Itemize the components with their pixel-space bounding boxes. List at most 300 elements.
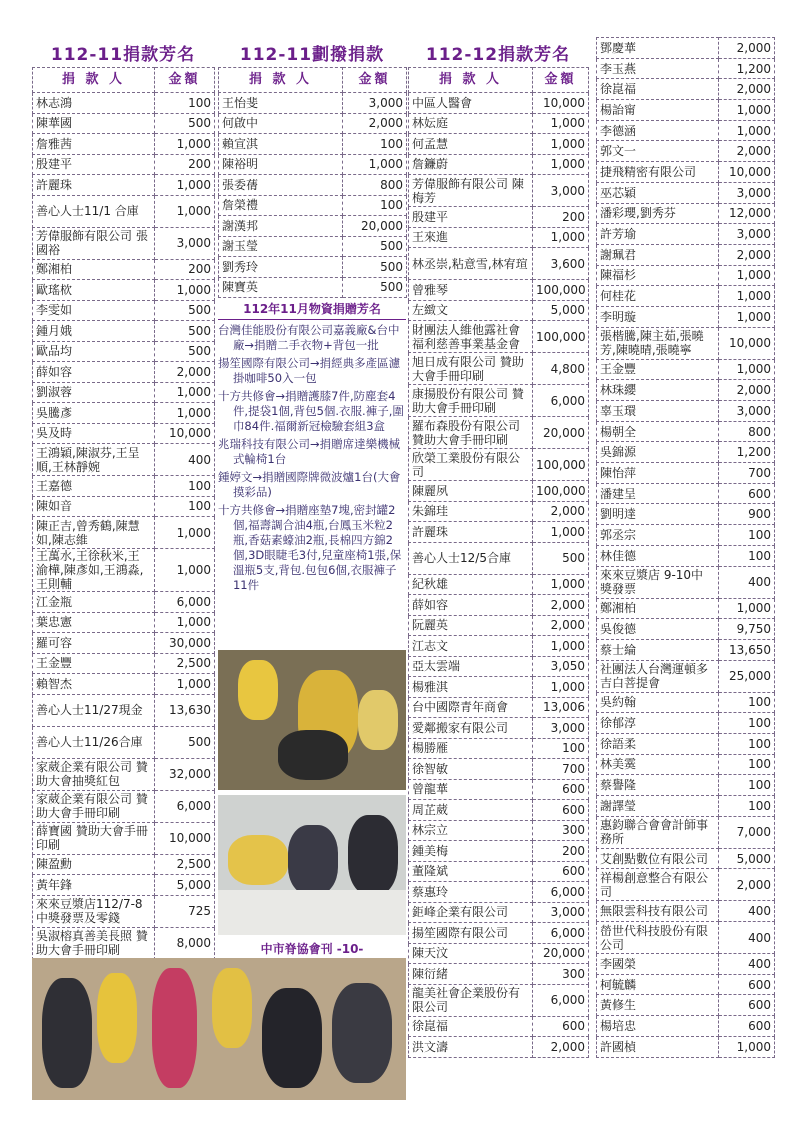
donor-name: 徐智敏 (409, 759, 533, 780)
donor-name: 王來進 (409, 227, 533, 248)
donation-amount: 13,630 (155, 694, 215, 726)
donor-name: 阮麗英 (409, 615, 533, 636)
donor-name: 黃修生 (597, 995, 719, 1016)
table-row (409, 984, 589, 1016)
donation-amount: 3,000 (533, 718, 589, 739)
table-row (33, 496, 215, 517)
donation-amount: 25,000 (719, 660, 775, 692)
table-row (33, 134, 215, 155)
donor-name: 何啟中 (219, 113, 343, 134)
donor-name: 吳及時 (33, 423, 155, 444)
donor-name: 吳俊德 (597, 619, 719, 640)
donor-name: 詹鐮蔚 (409, 154, 533, 175)
donation-amount: 600 (533, 800, 589, 821)
donor-name: 鄭湘柏 (597, 598, 719, 619)
donor-name: 鄧慶華 (597, 38, 719, 59)
donation-amount: 400 (719, 566, 775, 598)
table-row (597, 660, 775, 692)
donation-amount: 500 (155, 321, 215, 342)
donation-amount: 1,000 (533, 154, 589, 175)
table-row (409, 522, 589, 543)
donation-amount: 1,000 (155, 674, 215, 695)
donation-amount: 1,000 (533, 134, 589, 155)
donation-amount: 100,000 (533, 321, 589, 353)
donor-name: 亞太雲端 (409, 656, 533, 677)
table-row (409, 861, 589, 882)
donor-name: 楊朝全 (597, 421, 719, 442)
table-row (597, 306, 775, 327)
donor-name: 家葳企業有限公司 贊助大會手冊印刷 (33, 790, 155, 822)
table-row (409, 113, 589, 134)
donor-name: 蔡士綸 (597, 639, 719, 660)
donation-amount: 600 (533, 779, 589, 800)
table-row (409, 902, 589, 923)
donation-amount: 600 (719, 995, 775, 1016)
donor-name: 陳怡萍 (597, 463, 719, 484)
donation-amount: 600 (533, 861, 589, 882)
table-row (409, 353, 589, 385)
table-row (33, 403, 215, 424)
table-row (597, 619, 775, 640)
table-row (597, 598, 775, 619)
table-row (597, 775, 775, 796)
table-row (219, 236, 407, 257)
table-row (409, 759, 589, 780)
table-row (597, 995, 775, 1016)
donation-amount: 100 (343, 195, 407, 216)
table-row (409, 841, 589, 862)
donation-amount: 2,500 (155, 854, 215, 875)
table-row (33, 790, 215, 822)
donor-name: 台中國際青年商會 (409, 697, 533, 718)
donor-name: 蔡惠玲 (409, 882, 533, 903)
donation-amount: 500 (343, 277, 407, 298)
donation-amount: 1,000 (719, 120, 775, 141)
donor-name: 芳偉服飾有限公司 陳梅芳 (409, 175, 533, 207)
table-row (33, 758, 215, 790)
donation-table (408, 67, 589, 1058)
donation-amount: 100 (719, 796, 775, 817)
donor-name: 徐語柔 (597, 733, 719, 754)
donor-name: 王鴻穎,陳淑芬,王呈順,王林靜婉 (33, 444, 155, 476)
table-row (33, 694, 215, 726)
table-row (33, 653, 215, 674)
table-row (597, 120, 775, 141)
table-row (597, 286, 775, 307)
donor-name: 蔡譽隆 (597, 775, 719, 796)
donation-amount: 1,000 (719, 100, 775, 121)
donor-name: 曾雅琴 (409, 280, 533, 301)
donor-name: 欣榮工業股份有限公司 (409, 449, 533, 481)
table-row (219, 277, 407, 298)
donation-amount: 800 (719, 421, 775, 442)
donor-name: 楊詒甯 (597, 100, 719, 121)
donor-name: 陳衍緒 (409, 964, 533, 985)
table-row (597, 224, 775, 245)
photo-meeting (218, 795, 406, 935)
donor-name: 賴智杰 (33, 674, 155, 695)
donation-amount: 1,000 (155, 517, 215, 549)
donation-amount: 6,000 (155, 592, 215, 613)
donation-amount: 200 (155, 259, 215, 280)
table-row (597, 380, 775, 401)
donor-name: 吳錦源 (597, 442, 719, 463)
goods-item: 台灣佳能股份有限公司嘉義廠&台中廠→捐贈二手衣物+背包一批 (218, 323, 400, 352)
donation-amount: 2,000 (719, 141, 775, 162)
donor-name: 殷建平 (33, 154, 155, 175)
donor-name: 陳正吉,曾秀鶴,陳慧如,陳志維 (33, 517, 155, 549)
donation-amount: 6,000 (155, 790, 215, 822)
donor-name: 何桂花 (597, 286, 719, 307)
table-row (33, 362, 215, 383)
table-row (33, 895, 215, 927)
donor-name: 鍾月娥 (33, 321, 155, 342)
donation-amount: 1,000 (719, 359, 775, 380)
donor-name: 吳騰彥 (33, 403, 155, 424)
donor-name: 無限雲科技有限公司 (597, 901, 719, 922)
donation-amount: 30,000 (155, 633, 215, 654)
donor-name: 歐瑤栨 (33, 280, 155, 301)
donor-name: 李國榮 (597, 954, 719, 975)
donor-name: 潘彩瓔,劉秀芬 (597, 203, 719, 224)
header-amount: 金額 (533, 68, 589, 93)
table-row (409, 385, 589, 417)
table-row (33, 382, 215, 403)
donation-amount: 3,050 (533, 656, 589, 677)
donation-amount: 1,000 (719, 1036, 775, 1057)
table-row (409, 1037, 589, 1058)
table-row (33, 423, 215, 444)
table-row (409, 820, 589, 841)
donor-name: 揚笙國際有限公司 (409, 923, 533, 944)
table-row (33, 444, 215, 476)
donor-name: 黃年鋒 (33, 875, 155, 896)
donor-name: 李德涵 (597, 120, 719, 141)
donation-amount: 1,000 (155, 382, 215, 403)
photo-group-wheelchairs (32, 958, 406, 1100)
donation-amount: 500 (533, 542, 589, 574)
table-row (409, 280, 589, 301)
donation-amount: 100 (533, 738, 589, 759)
donation-amount: 1,000 (533, 677, 589, 698)
table-row (409, 154, 589, 175)
donation-amount: 1,000 (155, 403, 215, 424)
donation-amount: 2,000 (155, 362, 215, 383)
goods-list (218, 323, 406, 593)
table-row (33, 195, 215, 227)
donation-amount: 500 (343, 236, 407, 257)
table-row (597, 58, 775, 79)
table-row (597, 796, 775, 817)
donation-amount: 100 (155, 476, 215, 497)
donor-name: 薛如容 (409, 595, 533, 616)
table-row (33, 476, 215, 497)
donation-amount: 1,200 (719, 442, 775, 463)
donation-amount: 100,000 (533, 449, 589, 481)
donor-name: 李玉燕 (597, 58, 719, 79)
donation-amount: 1,000 (155, 280, 215, 301)
table-row (33, 592, 215, 613)
donor-name: 曾龍華 (409, 779, 533, 800)
donation-amount: 100,000 (533, 280, 589, 301)
table-row (597, 922, 775, 954)
table-row (409, 417, 589, 449)
donor-name: 康揚股份有限公司 贊助大會手冊印刷 (409, 385, 533, 417)
donor-name: 詹榮禮 (219, 195, 343, 216)
donor-name: 潘建呈 (597, 483, 719, 504)
donor-name: 鍾美梅 (409, 841, 533, 862)
donor-name: 許麗珠 (409, 522, 533, 543)
table-row (597, 1036, 775, 1057)
donor-name: 李明璇 (597, 306, 719, 327)
donor-name: 林美霙 (597, 754, 719, 775)
header-amount: 金額 (343, 68, 407, 93)
donation-amount: 10,000 (155, 822, 215, 854)
donor-name: 劉淑蓉 (33, 382, 155, 403)
donor-name: 葉忠憲 (33, 612, 155, 633)
donor-name: 徐崑福 (597, 79, 719, 100)
donor-name: 林妘庭 (409, 113, 533, 134)
donation-amount: 3,000 (719, 182, 775, 203)
donation-amount: 2,000 (719, 244, 775, 265)
table-row (409, 134, 589, 155)
donation-amount: 600 (533, 1016, 589, 1037)
table-row (409, 574, 589, 595)
table-row (409, 779, 589, 800)
table-row (33, 612, 215, 633)
table-row (597, 162, 775, 183)
donation-amount: 200 (155, 154, 215, 175)
donation-amount: 1,000 (719, 598, 775, 619)
donor-name: 張委蒨 (219, 175, 343, 196)
donation-amount: 3,000 (719, 224, 775, 245)
table-row (597, 974, 775, 995)
table-row (33, 517, 215, 549)
donation-amount: 400 (155, 444, 215, 476)
donation-amount: 6,000 (533, 882, 589, 903)
donor-name: 林宗立 (409, 820, 533, 841)
table-row (33, 854, 215, 875)
column-title: 112-11捐款芳名 (50, 44, 196, 65)
donor-name: 林佳德 (597, 545, 719, 566)
donation-amount: 500 (155, 726, 215, 758)
table-row (409, 248, 589, 280)
donation-amount: 1,000 (719, 306, 775, 327)
donor-name: 陳盈勳 (33, 854, 155, 875)
table-row (597, 639, 775, 660)
donor-name: 江金瓶 (33, 592, 155, 613)
donation-amount: 3,000 (533, 902, 589, 923)
donation-amount: 800 (343, 175, 407, 196)
donor-name: 許國楨 (597, 1036, 719, 1057)
donor-name: 左緻文 (409, 300, 533, 321)
table-row (219, 195, 407, 216)
donor-name: 紀秋雄 (409, 574, 533, 595)
table-row (597, 182, 775, 203)
donor-name: 陳如音 (33, 496, 155, 517)
donor-name: 陳華國 (33, 113, 155, 134)
table-row (219, 134, 407, 155)
donation-amount: 2,000 (719, 38, 775, 59)
donor-name: 陳寶英 (219, 277, 343, 298)
donation-amount: 1,000 (155, 175, 215, 196)
donation-amount: 1,000 (719, 286, 775, 307)
donation-amount: 9,750 (719, 619, 775, 640)
donation-amount: 1,000 (343, 154, 407, 175)
donor-name: 董隆斌 (409, 861, 533, 882)
header-amount: 金額 (155, 68, 215, 93)
donor-name: 王怡斐 (219, 93, 343, 114)
donor-name: 王金豐 (597, 359, 719, 380)
donation-amount: 3,600 (533, 248, 589, 280)
table-row (33, 549, 215, 592)
table-row (409, 501, 589, 522)
donation-amount: 10,000 (719, 162, 775, 183)
photo-wheelchair-repair (218, 650, 406, 790)
donation-table (32, 67, 215, 960)
goods-item: 揚笙國際有限公司→捐經典多產區濾掛咖啡50入一包 (218, 356, 401, 385)
donation-amount: 6,000 (533, 923, 589, 944)
table-row (409, 300, 589, 321)
donation-amount: 100 (719, 733, 775, 754)
donor-name: 陳裕明 (219, 154, 343, 175)
donation-amount: 2,000 (533, 615, 589, 636)
goods-item: 十方共修會→捐贈座墊7塊,密封罐2個,福壽調合油4瓶,台鳳玉米粒2瓶,香菇素蠔油2瓶,長棉四方錦2個,3D眼睫毛3付,兒童座椅1張,保溫瓶5支,背包.包包6個,衣服褲子11件 (218, 503, 402, 592)
table-row (597, 733, 775, 754)
donation-amount: 300 (533, 820, 589, 841)
table-row (409, 93, 589, 114)
table-row (597, 504, 775, 525)
header-donor: 捐 款 人 (219, 68, 343, 93)
donor-name: 張楷騰,陳主茹,張曉芳,陳曉晴,張曉寧 (597, 327, 719, 359)
table-row (597, 141, 775, 162)
table-row (409, 595, 589, 616)
table-row (597, 463, 775, 484)
table-row (409, 800, 589, 821)
donation-amount: 13,650 (719, 639, 775, 660)
donation-amount: 10,000 (533, 93, 589, 114)
donation-amount: 20,000 (533, 943, 589, 964)
donor-name: 謝譯瑩 (597, 796, 719, 817)
donation-amount: 20,000 (533, 417, 589, 449)
donation-amount: 1,200 (719, 58, 775, 79)
table-row (33, 280, 215, 301)
donation-amount: 500 (155, 113, 215, 134)
table-row (597, 100, 775, 121)
donor-name: 芳偉服飾有限公司 張國裕 (33, 227, 155, 259)
table-row (409, 542, 589, 574)
donor-name: 王嘉德 (33, 476, 155, 497)
donor-name: 李雯如 (33, 300, 155, 321)
donation-amount: 4,800 (533, 353, 589, 385)
table-row (409, 943, 589, 964)
donation-amount: 600 (719, 483, 775, 504)
donation-amount: 100 (719, 754, 775, 775)
donor-name: 旭日成有限公司 贊助大會手冊印刷 (409, 353, 533, 385)
donor-name: 徐郁淳 (597, 713, 719, 734)
donation-amount: 300 (533, 964, 589, 985)
donor-name: 善心人士11/27現金 (33, 694, 155, 726)
column-title: 112-11劃撥捐款 (239, 44, 385, 65)
donor-name: 惠鈞聯合會會計師事務所 (597, 816, 719, 848)
donor-name: 薛如容 (33, 362, 155, 383)
table-row (597, 692, 775, 713)
donor-name: 陳麗夙 (409, 481, 533, 502)
table-row (33, 633, 215, 654)
donor-name: 郭丞宗 (597, 525, 719, 546)
donor-name: 徐崑福 (409, 1016, 533, 1037)
donation-amount: 725 (155, 895, 215, 927)
table-row (33, 113, 215, 134)
donation-amount: 2,000 (719, 380, 775, 401)
donation-column-3 (408, 37, 588, 1058)
table-row (33, 227, 215, 259)
donor-name: 龍美社會企業股份有限公司 (409, 984, 533, 1016)
donor-name: 洪文濤 (409, 1037, 533, 1058)
table-row (33, 321, 215, 342)
table-row (597, 816, 775, 848)
table-row (409, 882, 589, 903)
donation-amount: 12,000 (719, 203, 775, 224)
donor-name: 羅可容 (33, 633, 155, 654)
donor-name: 鉅峰企業有限公司 (409, 902, 533, 923)
table-row (409, 738, 589, 759)
table-row (597, 954, 775, 975)
donor-name: 劉明達 (597, 504, 719, 525)
donation-amount: 2,000 (343, 113, 407, 134)
goods-title: 112年11月物資捐贈芳名 (218, 300, 406, 320)
donation-amount: 1,000 (155, 134, 215, 155)
donation-amount: 700 (719, 463, 775, 484)
donation-amount: 1,000 (155, 195, 215, 227)
donation-amount: 3,000 (155, 227, 215, 259)
donation-amount: 7,000 (719, 816, 775, 848)
table-row (597, 79, 775, 100)
table-row (33, 341, 215, 362)
donation-amount: 2,000 (533, 501, 589, 522)
table-row (33, 300, 215, 321)
donor-name: 楊培忠 (597, 1016, 719, 1037)
goods-item: 鍾婷文→捐贈國際牌微波爐1台(大會摸彩品) (218, 470, 401, 499)
table-row (597, 545, 775, 566)
donation-amount: 6,000 (533, 385, 589, 417)
table-row (597, 38, 775, 59)
donation-amount: 400 (719, 922, 775, 954)
donor-name: 財團法人維他露社會福利慈善事業基金會 (409, 321, 533, 353)
header-donor: 捐 款 人 (33, 68, 155, 93)
donation-amount: 100 (719, 713, 775, 734)
table-row (219, 216, 407, 237)
donor-name: 中區人醫會 (409, 93, 533, 114)
table-row (33, 154, 215, 175)
donation-amount: 100 (155, 93, 215, 114)
table-row (409, 227, 589, 248)
table-row (597, 525, 775, 546)
table-row (409, 449, 589, 481)
donation-amount: 400 (719, 901, 775, 922)
table-row (597, 713, 775, 734)
donor-name: 祥楊創意整合有限公司 (597, 869, 719, 901)
table-row (597, 327, 775, 359)
table-row (597, 359, 775, 380)
table-row (597, 401, 775, 422)
donor-name: 殷建平 (409, 207, 533, 228)
donation-amount: 1,000 (533, 636, 589, 657)
donor-name: 捷飛精密有限公司 (597, 162, 719, 183)
donation-amount: 5,000 (719, 848, 775, 869)
donation-amount: 600 (719, 1016, 775, 1037)
donor-name: 楊勝雁 (409, 738, 533, 759)
